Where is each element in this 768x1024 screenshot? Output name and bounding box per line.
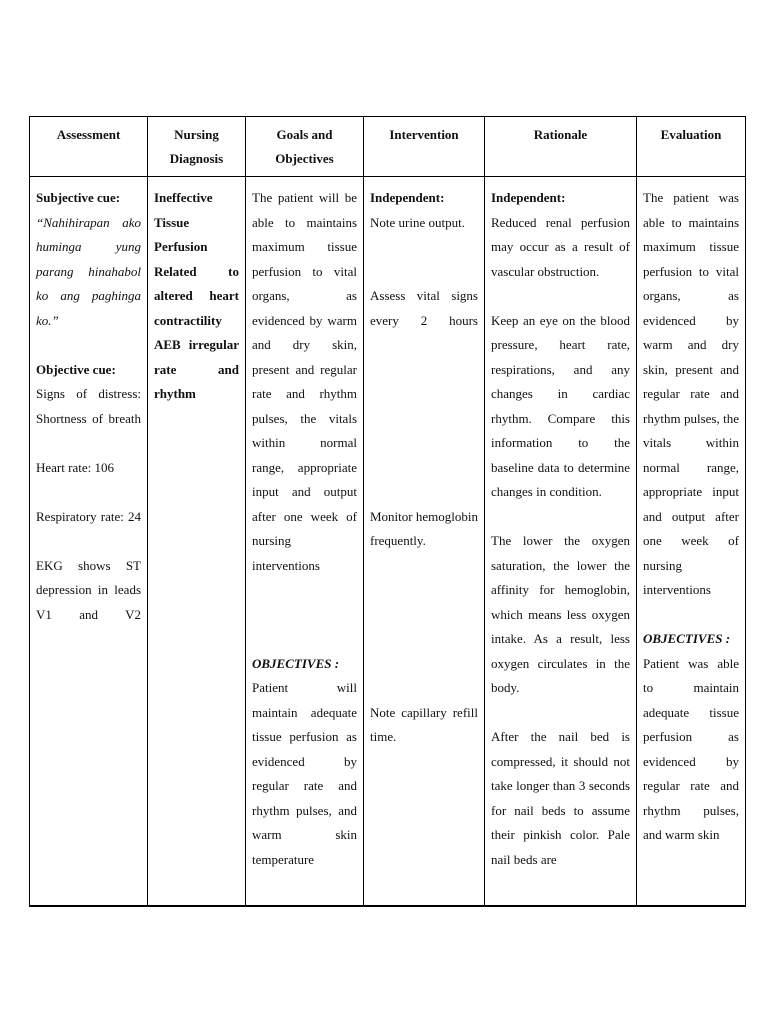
- evaluation-text: The patient was able to maintains maximum tissue perfusion to vital organs, as evidenced by warm and dry skin, present and regular rate and rhythm pulses, the vitals within normal range, appropriate input and output after one week of nursing interventions: [643, 190, 739, 597]
- subjective-quote: “Nahihirapan ako huminga yung parang hinahabol ko ang paghinga ko.”: [36, 214, 141, 328]
- intervention-item: Monitor hemoglobin frequently.: [370, 508, 478, 548]
- header-evaluation: Evaluation: [637, 117, 746, 177]
- assessment-cell: [30, 177, 148, 907]
- evaluation-objectives-label: OBJECTIVES :: [643, 631, 731, 646]
- rationale-item: After the nail bed is compressed, it should not take longer than 3 seconds for nail beds to assume their pinkish color. Pale nail beds are: [491, 729, 630, 867]
- care-plan-grid: [29, 116, 746, 907]
- intervention-item: Assess vital signs every 2 hours: [370, 288, 478, 328]
- intervention-independent-label: Independent:: [370, 190, 445, 205]
- heart-rate: Heart rate: 106: [36, 459, 114, 475]
- evaluation-cell: [637, 177, 746, 907]
- diagnosis-text: Ineffective Tissue Perfusion Related to altered heart contractility AEB irregular rate and rhythm: [154, 190, 239, 401]
- intervention-item: Note capillary refill time.: [370, 704, 478, 744]
- header-nursing-diagnosis: Nursing Diagnosis: [148, 117, 246, 177]
- header-goals-objectives: Goals and Objectives: [246, 117, 364, 177]
- goals-objectives-cell: [246, 177, 364, 907]
- header-assessment: Assessment: [30, 117, 148, 177]
- objective-cue-label: Objective cue:: [36, 361, 116, 377]
- nursing-diagnosis-cell: [148, 177, 246, 907]
- rationale-item: The lower the oxygen saturation, the lower the affinity for hemoglobin, which means less oxygen intake. As a result, less oxygen circulates in the body.: [491, 533, 630, 695]
- objective-text: Patient will maintain adequate tissue perfusion as evidenced by regular rate and rhythm pulses, and warm skin temperature: [252, 680, 357, 867]
- rationale-item: Reduced renal perfusion may occur as a result of vascular obstruction.: [491, 214, 630, 279]
- content-row: [30, 177, 746, 907]
- evaluation-objective-text: Patient was able to maintain adequate tissue perfusion as evidenced by regular rate and rhythm pulses, and warm skin: [643, 655, 739, 842]
- signs-of-distress: Signs of distress: Shortness of breath: [36, 386, 141, 426]
- nursing-care-plan-table: [29, 116, 745, 907]
- ekg-finding: EKG shows ST depression in leads V1 and V2: [36, 557, 141, 622]
- intervention-cell: [364, 177, 485, 907]
- goal-text: The patient will be able to maintains maximum tissue perfusion to vital organs, as evidenced by warm and dry skin, present and regular rate and rhythm pulses, the vitals within normal range, appropriate input and output after one week of nursing interventions: [252, 190, 357, 573]
- rationale-item: Keep an eye on the blood pressure, heart rate, respirations, and any changes in cardiac rhythm. Compare this information to the baseline data to determine changes in condition.: [491, 312, 630, 499]
- header-rationale: Rationale: [485, 117, 637, 177]
- objectives-label: OBJECTIVES :: [252, 655, 340, 671]
- header-row: [30, 117, 746, 177]
- subjective-cue-label: Subjective cue:: [36, 190, 121, 205]
- header-intervention: Intervention: [364, 117, 485, 177]
- respiratory-rate: Respiratory rate: 24: [36, 508, 141, 524]
- intervention-item: Note urine output.: [370, 214, 465, 230]
- rationale-independent-label: Independent:: [491, 190, 566, 205]
- rationale-cell: [485, 177, 637, 907]
